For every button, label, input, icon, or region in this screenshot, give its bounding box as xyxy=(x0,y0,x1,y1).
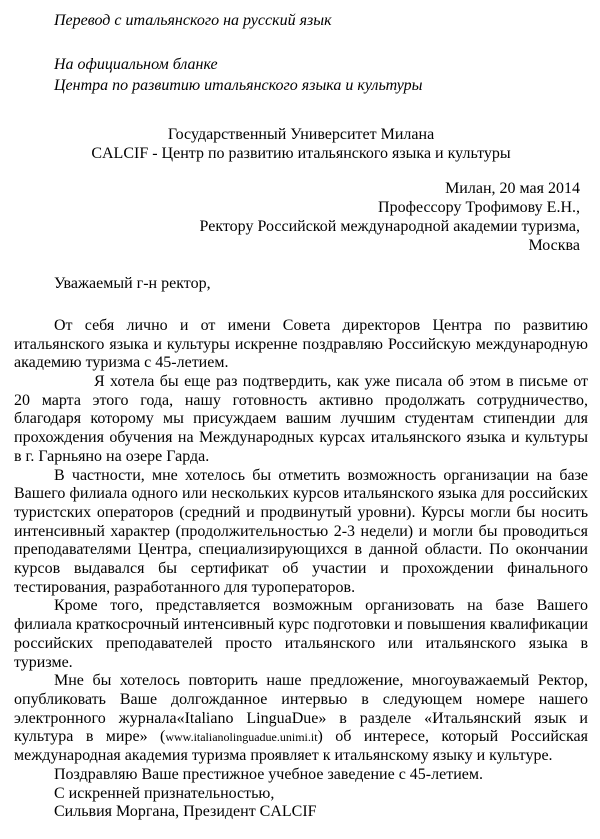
addressee-city: Москва xyxy=(528,236,580,254)
signature: Сильвия Моргана, Президент CALCIF xyxy=(54,803,317,821)
closing-valediction: С искренней признательностью, xyxy=(54,784,275,802)
dateline: Милан, 20 мая 2014 xyxy=(445,180,580,198)
salutation: Уважаемый г-н ректор, xyxy=(54,275,211,293)
university-name: Государственный Университет Милана xyxy=(167,126,435,143)
addressee-name: Профессору Трофимову Е.Н., xyxy=(378,199,580,217)
closing-block xyxy=(14,766,588,822)
addressee-title: Ректору Российской международной академии туризма, xyxy=(199,217,580,235)
paragraph-journal xyxy=(14,672,588,766)
paragraph-courses: В частности, мне хотелось бы отметить возможность организации на базе Вашего филиала одного или нескольких курсов итальянского языка для российских туристских операторов (средний и продвинутый уровни). Курсы могли бы носить интенсивный характер (продолжительностью 2-3 недели) и могли бы проводиться преподавателями Центра, специализирующихся в данной области. По окончании курсов выдавался бы сертификат об участии и прохождении финального тестирования, разработанного для туроператоров. xyxy=(14,466,588,596)
translation-note: Перевод с итальянского на русский язык xyxy=(54,12,332,29)
address-block xyxy=(14,180,580,255)
closing-anniversary: Поздравляю Ваше престижное учебное заведение с 45-летием. xyxy=(54,765,483,783)
paragraph-journal-text: Мне бы хотелось повторить наше предложение, многоуважаемый Ректор, опубликовать Ваше долгожданное интервью в следующем номере нашего электронного журнала«Italiano LinguaDue» в разделе «Итальянский язык и культура в мире» ( xyxy=(14,672,588,746)
letterhead-note-line1: На официальном бланке xyxy=(54,56,218,73)
journal-url: www.italianolinguadue.unimi.it xyxy=(165,730,318,745)
paragraph-congratulation: От себя лично и от имени Совета директоров Центра по развитию итальянского языка и культуры искренне поздравляю Российскую международную академию туризма с 45-летием. xyxy=(14,316,588,372)
letterhead-note-line2: Центра по развитию итальянского языка и культуры xyxy=(54,77,423,94)
letter-body xyxy=(14,317,588,766)
letterhead-note xyxy=(14,54,588,96)
paragraph-journal-text-after: ) об интересе, который Российская международная академия туризма проявляет к итальянскому языку и культуре. xyxy=(14,728,588,765)
organization-header xyxy=(14,126,588,163)
paragraph-training: Кроме того, представляется возможным организовать на базе Вашего филиала краткосрочный интенсивный курс подготовки и повышения квалификации российских преподавателей просто итальянского или итальянского языка в туризме. xyxy=(14,597,588,671)
paragraph-cooperation: Я хотела бы еще раз подтвердить, как уже писала об этом в письме от 20 марта этого года, нашу готовность активно продолжать сотрудничество, благодаря которому мы присуждаем вашим лучшим студентам стипендии для прохождения обучения на Международных курсах итальянского языка и культуры в г. Гарньяно на озере Гарда. xyxy=(14,373,588,465)
center-name: CALCIF - Центр по развитию итальянского языка и культуры xyxy=(91,144,511,162)
